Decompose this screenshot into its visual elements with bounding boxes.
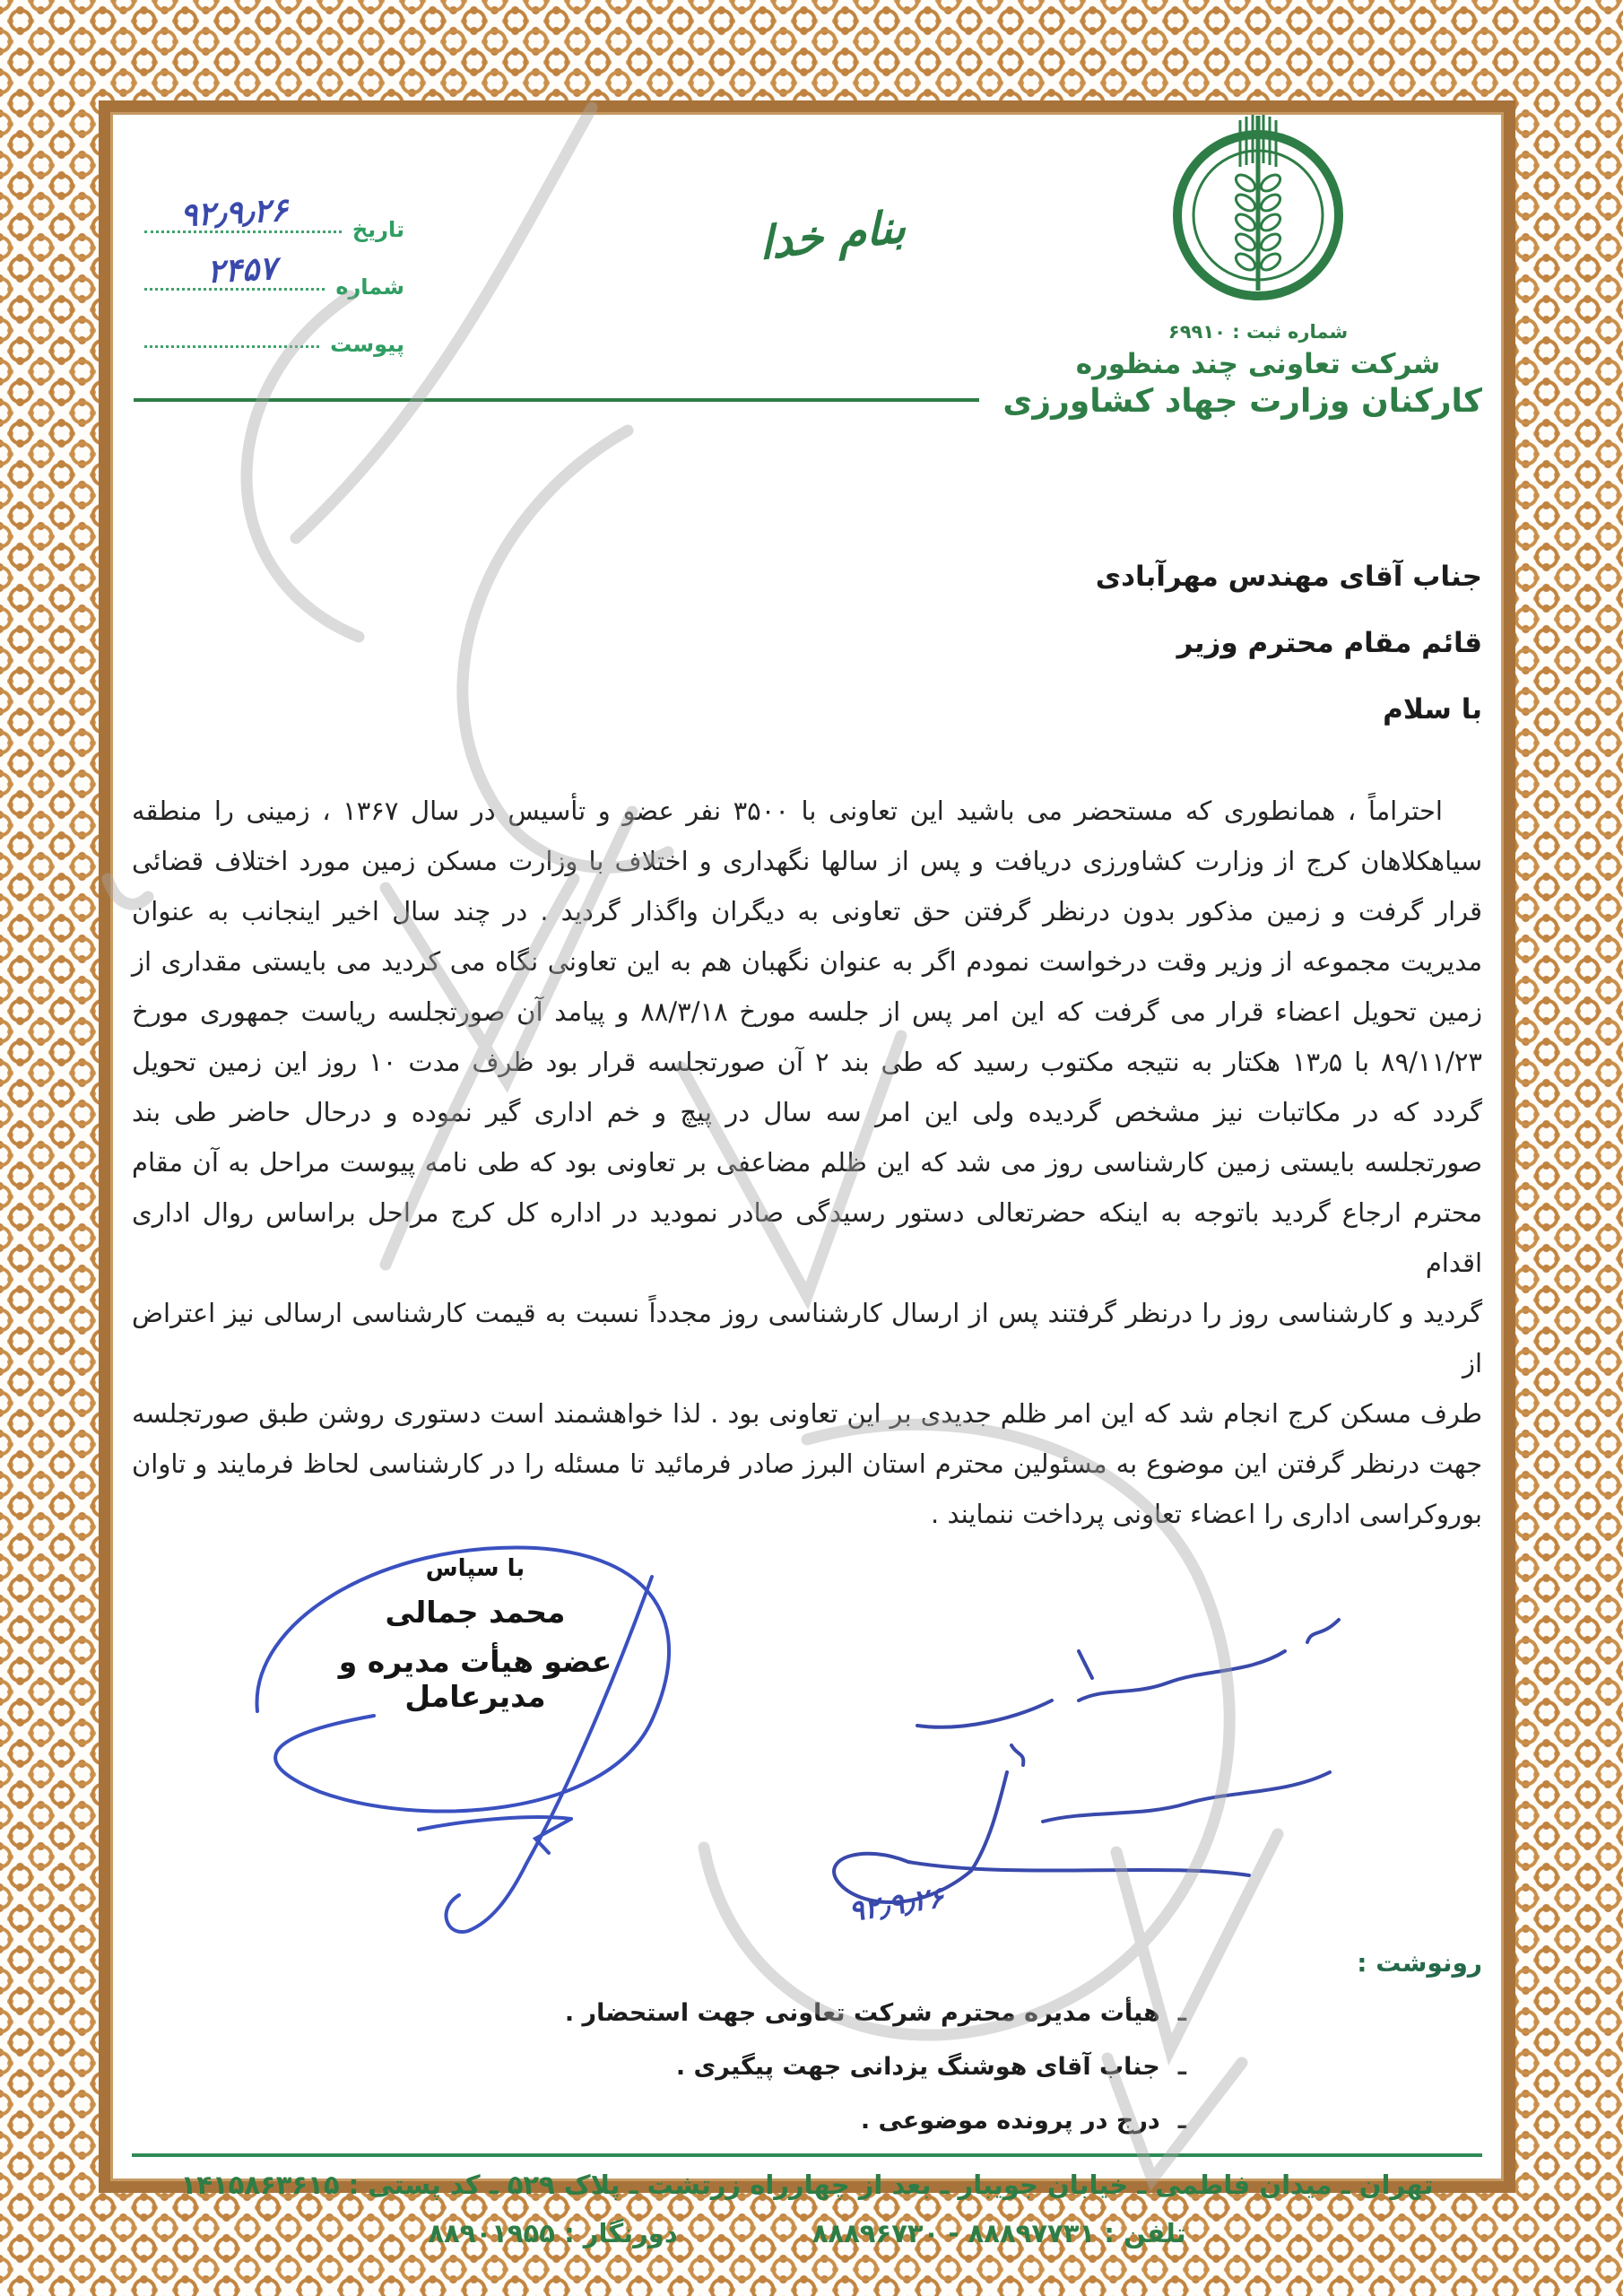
body-line: احتراماً ، همانطوری که مستحضر می باشید این تعاونی با ۳۵۰۰ نفر عضو و تأسیس در سال ۱۳۶۷ ، زمینی را منطقه <box>132 796 1443 826</box>
company-name-row <box>132 383 1482 420</box>
copy-item-text: هیأت مدیره محترم شرکت تعاونی جهت استحضار . <box>564 1999 1160 2027</box>
signer-role: عضو هیأت مدیره و مدیرعامل <box>338 1644 612 1714</box>
footer-address: تهران ـ میدان فاطمی ـ خیابان جویبار ـ بعد از چهارراه زرتشت ـ پلاک ۵۲۹ ـ کد پستی : ۱۴۱۵۸۶۳۶۱۵ <box>180 2170 1434 2200</box>
body-line: صورتجلسه بایستی زمین کارشناسی روز می شد که این ظلم مضاعفی بر تعاونی بود که طی نامه پیوست مراحل به آن مقام <box>132 1147 1482 1178</box>
copies-list <box>132 1987 1482 2148</box>
body-line: مدیریت مجموعه از وزیر وقت درخواست نمودم اگر به عنوان نگهبان هم به این تعاونی نگاه می کردید می بایستی مقداری از <box>132 946 1482 977</box>
company-brand <box>1034 114 1482 380</box>
fax-number: دورنگار : ۸۸۹۰۱۹۵۵ <box>428 2218 678 2248</box>
registration-number: شماره ثبت : ۶۹۹۱۰ <box>1167 321 1349 343</box>
recipient-block <box>132 544 1482 743</box>
wheat-emblem-logo <box>1155 114 1361 316</box>
footer-rule <box>132 2153 1482 2157</box>
body-line: محترم ارجاع گردید باتوجه به اینکه حضرتعالی دستور رسیدگی صادر نمودید در اداره کل کرج مراحل براساس روال اداری اقدام <box>132 1197 1482 1278</box>
signer-name: محمد جمالی <box>385 1595 566 1630</box>
number-label: شماره <box>335 274 404 300</box>
bismillah-calligraphy: بنام خدا <box>759 199 907 271</box>
letter-paper <box>99 100 1515 2248</box>
attachment-label: پیوست <box>330 332 404 357</box>
green-rule <box>134 398 979 402</box>
letter-footer <box>132 2153 1482 2248</box>
company-name-line2: کارکنان وزارت جهاد کشاورزی <box>1002 383 1482 420</box>
body-line: جهت درنظر گرفتن این موضوع به مسئولین محترم استان البرز صادر فرمائید تا مسئله را در کارشناسی لحاظ فرمایند و تاوان <box>132 1448 1482 1479</box>
attachment-field <box>144 312 404 355</box>
dash-bullet: ـ <box>1177 2107 1186 2135</box>
company-name-line1: شرکت تعاونی چند منظوره <box>1075 348 1441 380</box>
body-line: ۸۹/۱۱/۲۳ با ۱۳٫۵ هکتار به نتیجه مکتوب رسید که طی بند ۲ آن صورتجلسه قرار بود ظرف مدت ۱۰ روز این زمین تحویل <box>132 1047 1482 1077</box>
copy-item <box>132 1987 1186 2040</box>
handwritten-date: ۹۲٫۹٫۲۶ <box>179 191 290 235</box>
dash-bullet: ـ <box>1177 1999 1186 2027</box>
phone-numbers: تلفن : ۸۸۸۹۷۷۳۱ - ۸۸۸۹۶۷۳۰ <box>812 2218 1186 2248</box>
body-line: گردد که در مکاتبات نیز مشخص گردیده ولی این امر سه سال در پیچ و خم اداری گیر نموده و درحال حاضر طی بند <box>132 1097 1482 1127</box>
dotted-line <box>144 345 319 348</box>
handwritten-note <box>783 1566 1357 1943</box>
copies-label: رونوشت : <box>1357 1948 1482 1978</box>
copy-item <box>132 2040 1186 2094</box>
body-line: بوروکراسی اداری را اعضاء تعاونی پرداخت ننمایند . <box>931 1499 1482 1529</box>
footer-phones <box>132 2218 1482 2248</box>
signer-block <box>282 1555 668 1714</box>
dash-bullet: ـ <box>1177 2053 1186 2081</box>
body-line: زمین تحویل اعضاء قرار می گرفت که این امر پس از جلسه مورخ ۸۸/۳/۱۸ و پیامد آن صورتجلسه ریاست جمهوری مورخ <box>132 996 1482 1027</box>
letter-body <box>132 786 1482 1539</box>
number-field <box>144 250 404 300</box>
date-field <box>144 191 404 242</box>
letterhead <box>132 112 1482 381</box>
signature-zone <box>132 1539 1482 1947</box>
body-line: قرار گرفت و زمین مذکور بدون درنظر گرفتن حق تعاونی به دیگران واگذار گردید . در چند سال اخیر اینجانب به عنوان <box>132 896 1482 926</box>
copy-item-text: درج در پرونده موضوعی . <box>860 2107 1160 2135</box>
salutation: با سلام <box>1383 693 1482 726</box>
body-line: طرف مسکن کرج انجام شد که این امر ظلم جدیدی بر این تعاونی بود . لذا خواهشمند است دستوری روشن طبق صورتجلسه <box>132 1398 1482 1429</box>
copy-item <box>132 2094 1186 2148</box>
reference-fields <box>144 191 404 370</box>
body-line: سیاهکلاهان کرج از وزارت کشاورزی دریافت و پس از سالها نگهداری و اختلاف با وزارت مسکن زمین مورد اختلاف قضائی <box>132 846 1482 876</box>
copies-section <box>132 1947 1482 2148</box>
handwritten-number: ۲۴۵۷ <box>205 250 278 291</box>
handwritten-note-date: ۹۲٫۹٫۲۶ <box>846 1879 947 1929</box>
recipient-name: جناب آقای مهندس مهرآبادی <box>1095 561 1482 593</box>
body-line: گردید و کارشناسی روز را درنظر گرفتند پس از ارسال کارشناسی روز مجدداً نسبت به قیمت کارشناسی ارسالی نیز اعتراض از <box>132 1298 1482 1378</box>
date-label: تاریخ <box>352 217 404 242</box>
recipient-title: قائم مقام محترم وزیر <box>1176 627 1482 659</box>
closing-thanks: با سپاس <box>425 1555 525 1582</box>
copy-item-text: جناب آقای هوشنگ یزدانی جهت پیگیری . <box>675 2053 1160 2081</box>
letter-content <box>110 112 1504 2248</box>
